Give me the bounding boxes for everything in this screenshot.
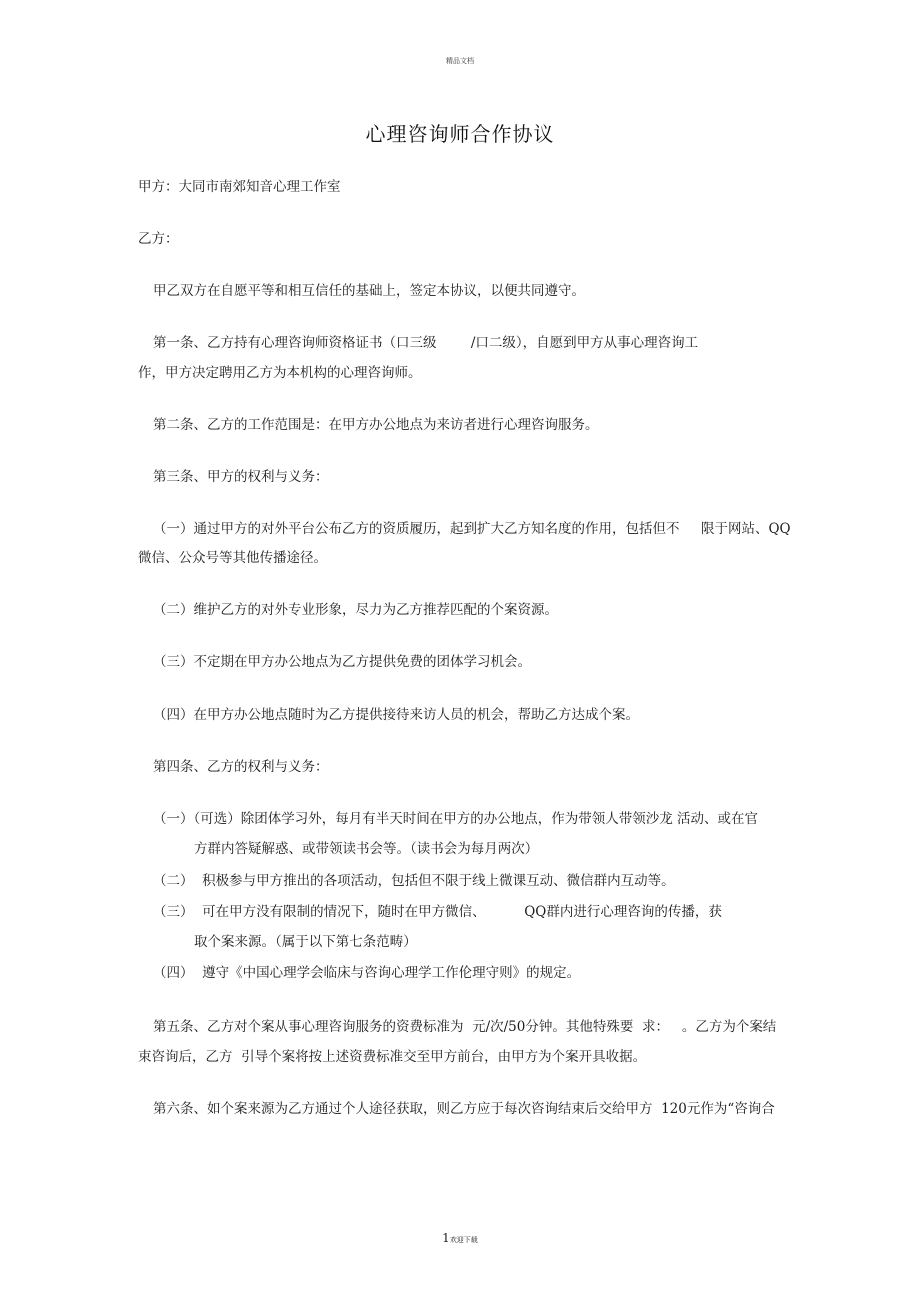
article4-item1-line2: 方群内答疑解惑、或带领读书会等。（读书会为每月两次） xyxy=(194,841,539,857)
article3-item1-line2: 微信、公众号等其他传播途径。 xyxy=(138,550,327,566)
page-footer xyxy=(0,1231,920,1245)
party-a-line: 甲方：大同市南郊知音心理工作室 xyxy=(138,179,341,195)
article4-item2: （二） 积极参与甲方推出的各项活动，包括但不限于线上微课互动、微信群内互动等。 xyxy=(153,873,675,889)
article6-line1: 第六条、如个案来源为乙方通过个人途径获取，则乙方应于每次咨询结束后交给甲方 120元作为“咨询合 xyxy=(153,1101,775,1117)
article4-item3-line2: 取个案来源。（属于以下第七条范畴） xyxy=(194,934,417,950)
article4-item4: （四） 遵守《中国心理学会临床与咨询心理学工作伦理守则》的规定。 xyxy=(153,965,581,981)
footer-note: 欢迎下载 xyxy=(449,1236,478,1244)
article4-item3-line1: （三） 可在甲方没有限制的情况下，随时在甲方微信、 QQ群内进行心理咨询的传播，获 xyxy=(153,904,722,920)
article1-line1: 第一条、乙方持有心理咨询师资格证书（口三级 /口二级），自愿到甲方从事心理咨询工 xyxy=(153,335,699,351)
party-b-line: 乙方： xyxy=(138,231,179,247)
article3-heading: 第三条、甲方的权利与义务： xyxy=(153,469,329,485)
article1-line2: 作，甲方决定聘用乙方为本机构的心理咨询师。 xyxy=(138,365,422,381)
article3-item1-line1: （一）通过甲方的对外平台公布乙方的资质履历，起到扩大乙方知名度的作用，包括但不 限于网站、QQ xyxy=(153,521,791,537)
article3-item4: （四）在甲方办公地点随时为乙方提供接待来访人员的机会，帮助乙方达成个案。 xyxy=(153,707,639,723)
article3-item3: （三）不定期在甲方办公地点为乙方提供免费的团体学习机会。 xyxy=(153,654,531,670)
article4-item1-line1: （一）（可选）除团体学习外，每月有半天时间在甲方的办公地点，作为带领人带领沙龙 活动、或在官 xyxy=(153,811,759,827)
header-note: 精品文档 xyxy=(446,57,474,65)
article2-paragraph: 第二条、乙方的工作范围是：在甲方办公地点为来访者进行心理咨询服务。 xyxy=(153,417,599,433)
article3-item2: （二）维护乙方的对外专业形象，尽力为乙方推荐匹配的个案资源。 xyxy=(153,602,558,618)
intro-paragraph: 甲乙双方在自愿平等和相互信任的基础上，签定本协议，以便共同遵守。 xyxy=(153,283,585,299)
article5-line2: 束咨询后，乙方 引导个案将按上述资费标准交至甲方前台，由甲方为个案开具收据。 xyxy=(138,1049,647,1065)
document-title: 心理咨询师合作协议 xyxy=(365,122,555,146)
article5-line1: 第五条、乙方对个案从事心理咨询服务的资费标准为 元/次/50分钟。其他特殊要 求： 。乙方为个案结 xyxy=(153,1019,777,1035)
page-number: 1 xyxy=(442,1231,450,1245)
article4-heading: 第四条、乙方的权利与义务： xyxy=(153,759,329,775)
